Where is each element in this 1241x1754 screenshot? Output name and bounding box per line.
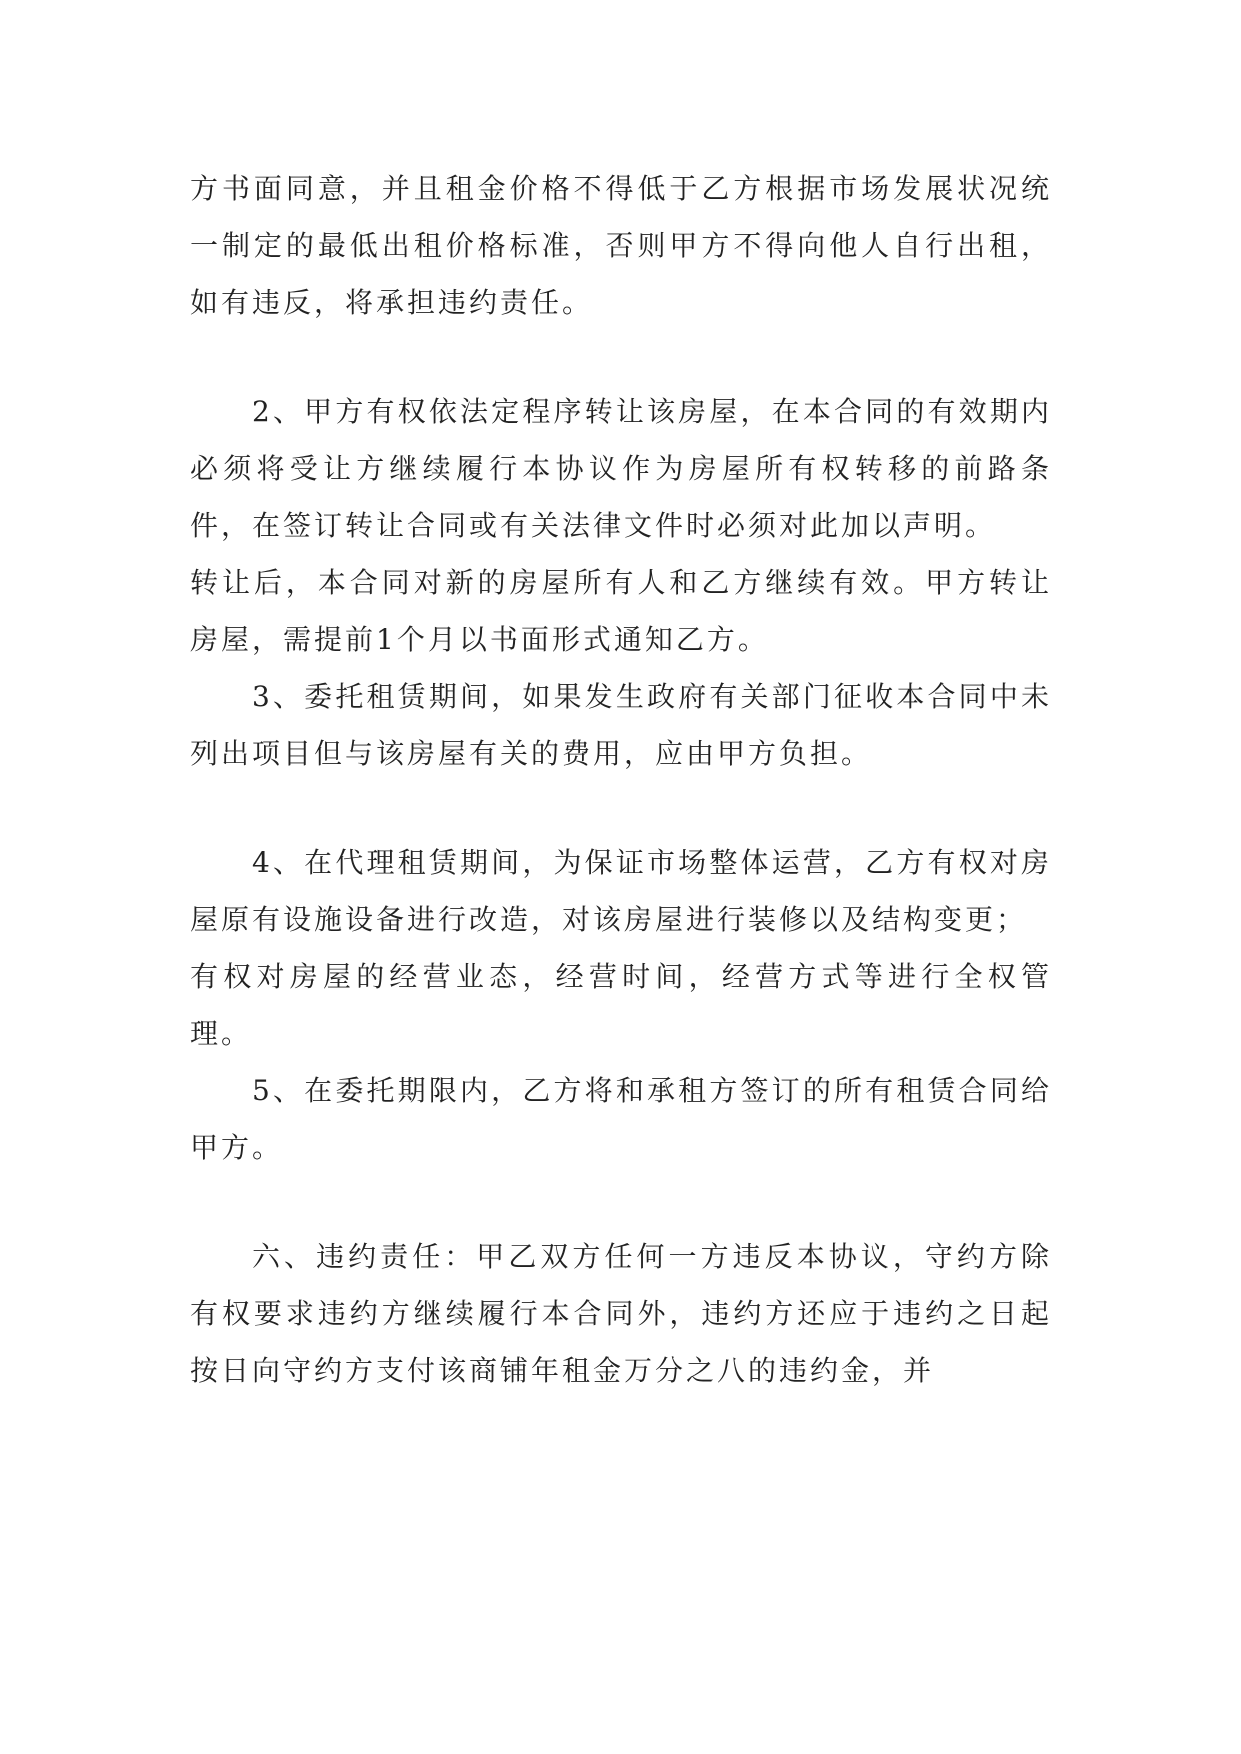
paragraph-clause-2: 2、甲方有权依法定程序转让该房屋，在本合同的有效期内必须将受让方继续履行本协议作为房屋所有权转移的前路条件，在签订转让合同或有关法律文件时必须对此加以声明。 <box>190 395 1052 542</box>
paragraph-continuation: 方书面同意，并且租金价格不得低于乙方根据市场发展状况统一制定的最低出租价格标准，否则甲方不得向他人自行出租，如有违反，将承担违约责任。 <box>190 172 1052 319</box>
paragraph-clause-5: 5、在委托期限内，乙方将和承租方签订的所有租赁合同给甲方。 <box>190 1074 1052 1164</box>
paragraph-clause-3: 3、委托租赁期间，如果发生政府有关部门征收本合同中未列出项目但与该房屋有关的费用，应由甲方负担。 <box>190 680 1052 770</box>
document-body <box>190 160 1052 1399</box>
paragraph-section-6-breach: 六、违约责任：甲乙双方任何一方违反本协议，守约方除有权要求违约方继续履行本合同外，违约方还应于违约之日起按日向守约方支付该商铺年租金万分之八的违约金，并 <box>190 1240 1052 1387</box>
paragraph-clause-4: 4、在代理租赁期间，为保证市场整体运营，乙方有权对房屋原有设施设备进行改造，对该房屋进行装修以及结构变更； <box>190 846 1052 936</box>
paragraph-management-rights: 有权对房屋的经营业态，经营时间，经营方式等进行全权管理。 <box>190 960 1052 1050</box>
paragraph-transfer: 转让后，本合同对新的房屋所有人和乙方继续有效。甲方转让房屋，需提前1个月以书面形式通知乙方。 <box>190 566 1052 656</box>
